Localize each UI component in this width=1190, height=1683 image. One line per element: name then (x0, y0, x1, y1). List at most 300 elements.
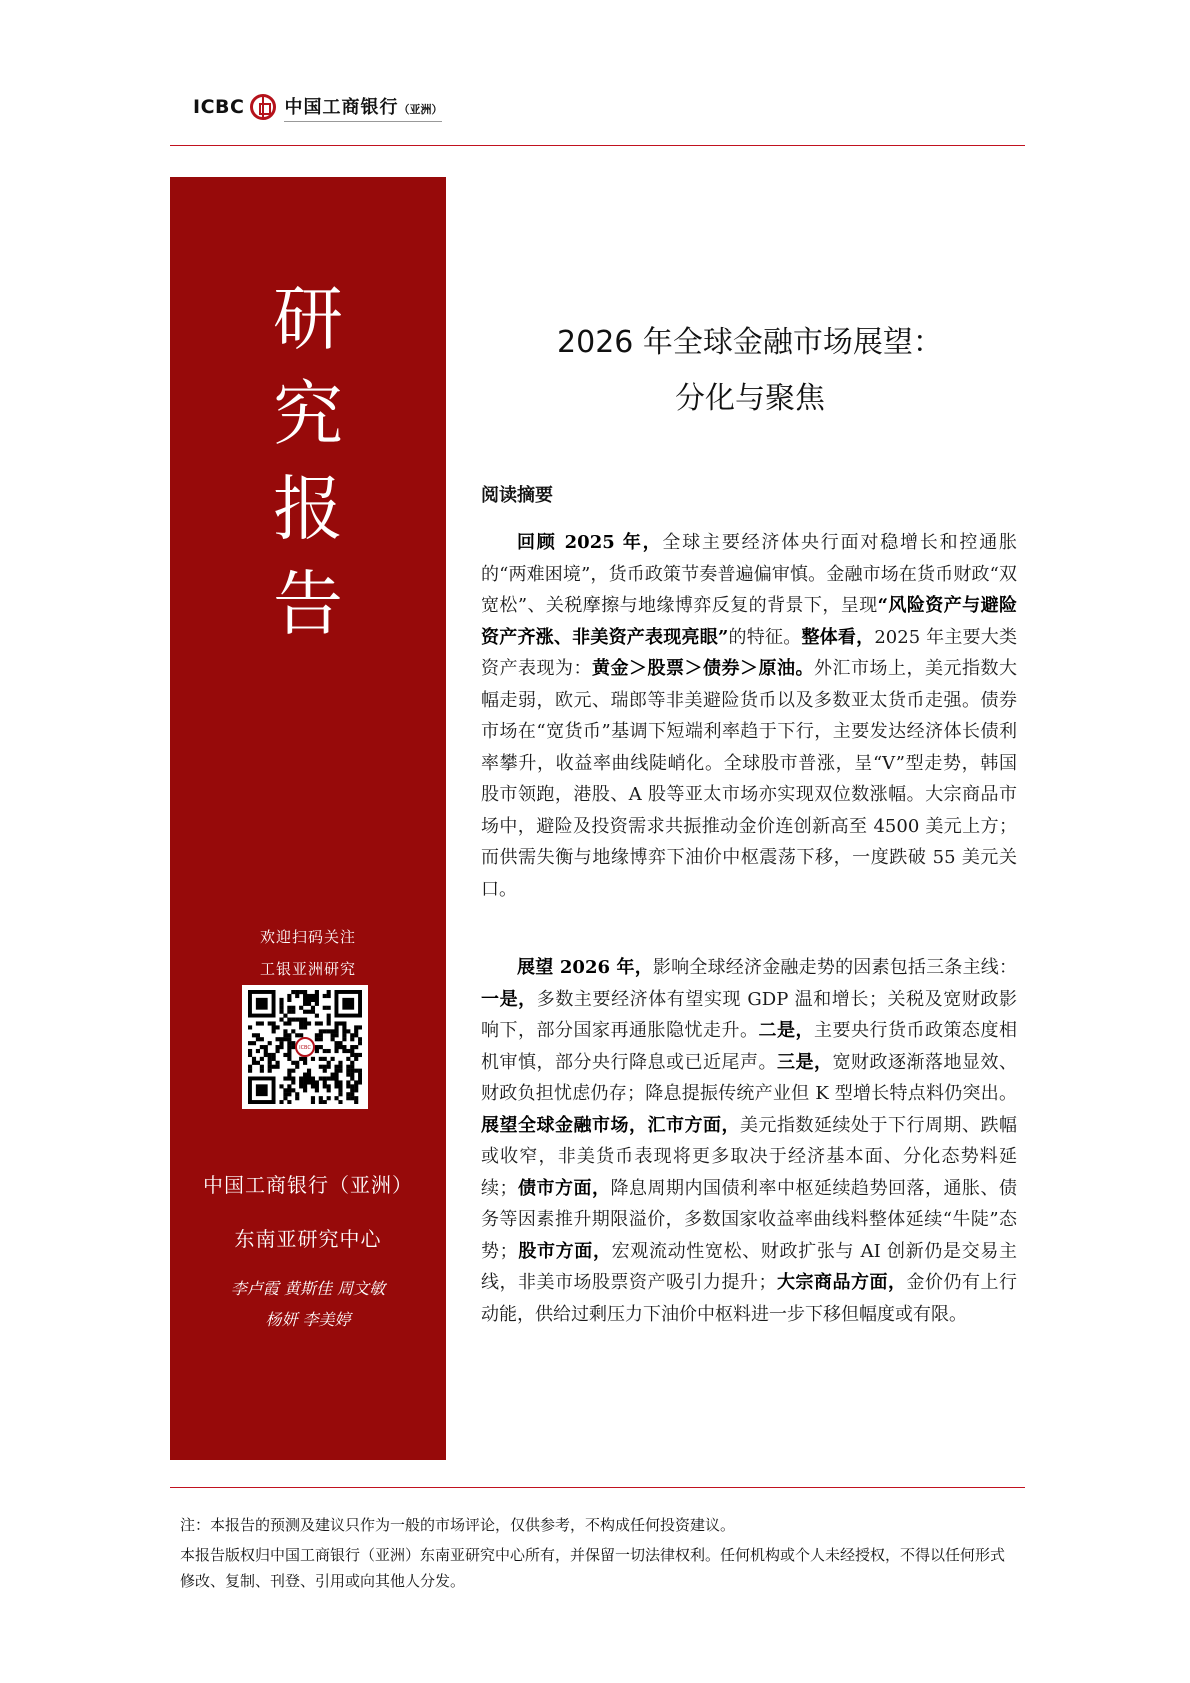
report-title (490, 315, 1010, 427)
qr-module (350, 1096, 354, 1100)
qr-module (256, 1037, 260, 1041)
report-type-char: 报 (273, 468, 343, 550)
qr-module (334, 1065, 338, 1069)
scan-line-1: 欢迎扫码关注 (259, 928, 356, 946)
emphasis-text: 一是， (481, 988, 537, 1010)
qr-module (268, 1061, 272, 1065)
qr-module (327, 1088, 331, 1092)
qr-module (354, 1096, 358, 1100)
qr-module (358, 1080, 362, 1084)
qr-module (338, 1041, 342, 1045)
qr-module (323, 1076, 327, 1080)
qr-module (268, 1057, 272, 1061)
qr-module (338, 1045, 342, 1049)
qr-module (354, 1080, 358, 1084)
qr-module (279, 998, 283, 1002)
qr-module (323, 1057, 327, 1061)
header-divider (170, 145, 1025, 146)
abstract-paragraph-outlook (481, 952, 1017, 1330)
qr-module (287, 1049, 291, 1053)
qr-module (276, 1045, 280, 1049)
qr-module (346, 1073, 350, 1077)
qr-module (319, 1057, 323, 1061)
qr-module (354, 1045, 358, 1049)
qr-module (327, 1076, 331, 1080)
qr-module (331, 1057, 335, 1061)
qr-module (287, 1084, 291, 1088)
qr-module (327, 1084, 331, 1088)
qr-module (279, 1002, 283, 1006)
qr-module (295, 1033, 299, 1037)
qr-module (358, 1025, 362, 1029)
bank-logo (193, 92, 442, 122)
qr-module (287, 1021, 291, 1025)
qr-module (315, 1080, 319, 1084)
qr-module (268, 1041, 272, 1045)
qr-module (334, 1096, 338, 1100)
qr-module (283, 1092, 287, 1096)
qr-module (315, 1037, 319, 1041)
qr-module (315, 1088, 319, 1092)
qr-module (279, 1041, 283, 1045)
qr-module (331, 1037, 335, 1041)
qr-module (268, 1053, 272, 1057)
body-text: 宏观流动性宽松、财政扩张与 AI 创新仍是交易主线，非美市场股票资产吸引力提升； (481, 1240, 1018, 1293)
qr-module (272, 1053, 276, 1057)
qr-module (276, 1065, 280, 1069)
qr-module (268, 1021, 272, 1025)
authors (170, 1273, 446, 1335)
qr-module (327, 1049, 331, 1053)
qr-module (331, 1029, 335, 1033)
qr-module (287, 1069, 291, 1073)
qr-module (291, 1006, 295, 1010)
qr-module (303, 1010, 307, 1014)
qr-module (287, 994, 291, 998)
qr-module (311, 1096, 315, 1100)
qr-module (256, 1049, 260, 1053)
qr-module (272, 1029, 276, 1033)
qr-module (342, 1049, 346, 1053)
qr-module (287, 998, 291, 1002)
qr-module (291, 990, 295, 994)
qr-module (299, 1080, 303, 1084)
report-type-char: 研 (273, 278, 343, 360)
qr-module (279, 1084, 283, 1088)
qr-module (338, 1061, 342, 1065)
qr-module (283, 1037, 287, 1041)
qr-module (299, 1021, 303, 1025)
qr-module (287, 1018, 291, 1022)
qr-center-label: ICBC (299, 1045, 311, 1051)
qr-module (323, 994, 327, 998)
qr-module (264, 1053, 268, 1057)
qr-module (331, 1073, 335, 1077)
body-text: 2025 年主要大类资产表现为： (481, 626, 1018, 679)
qr-module (323, 1065, 327, 1069)
qr-module (299, 1084, 303, 1088)
body-text: 多数主要经济体有望实现 GDP 温和增长；关税及宽财政影响下，部分国家再通胀隐忧走升。 (481, 988, 1018, 1041)
qr-module (299, 1033, 303, 1037)
qr-module (283, 1088, 287, 1092)
qr-module (358, 1037, 362, 1041)
emphasis-text: 股市方面， (517, 1240, 612, 1262)
qr-module (338, 1069, 342, 1073)
qr-module (331, 1033, 335, 1037)
qr-module (279, 1037, 283, 1041)
qr-module (334, 1076, 338, 1080)
body-text: 金价仍有上行动能，供给过剩压力下油价中枢料进一步下移但幅度或有限。 (481, 1272, 1017, 1325)
qr-module (260, 1057, 264, 1061)
qr-module (283, 1096, 287, 1100)
qr-module (283, 1021, 287, 1025)
qr-module (252, 1057, 256, 1061)
qr-module (307, 1069, 311, 1073)
qr-module (350, 1076, 354, 1080)
qr-module (272, 1021, 276, 1025)
qr-module (279, 1100, 283, 1104)
qr-module (256, 1021, 260, 1025)
qr-module (334, 1025, 338, 1029)
qr-module (303, 1002, 307, 1006)
qr-module (303, 1080, 307, 1084)
qr-module (342, 1021, 346, 1025)
qr-module (311, 998, 315, 1002)
authors-line-1: 李卢霞 黄斯佳 周文敏 (230, 1279, 386, 1298)
qr-module (346, 1092, 350, 1096)
qr-module (291, 1069, 295, 1073)
qr-module (327, 994, 331, 998)
qr-module (315, 990, 319, 994)
qr-module (303, 1025, 307, 1029)
qr-module (342, 1025, 346, 1029)
qr-module (260, 1037, 264, 1041)
qr-module (346, 1096, 350, 1100)
qr-module (303, 1088, 307, 1092)
qr-module (334, 1021, 338, 1025)
logo-cn-name: 中国工商银行 (284, 96, 399, 118)
emphasis-text: 回顾 2025 年， (517, 532, 663, 553)
qr-module (319, 1037, 323, 1041)
qr-module (287, 1073, 291, 1077)
qr-module (327, 1096, 331, 1100)
qr-module (303, 1021, 307, 1025)
body-text: 主要央行货币政策态度相机审慎，部分央行降息或已近尾声。 (481, 1020, 1017, 1073)
qr-module (358, 1076, 362, 1080)
qr-module (354, 1069, 358, 1073)
qr-module (283, 1014, 287, 1018)
qr-module (295, 1061, 299, 1065)
qr-module (256, 1061, 260, 1065)
emphasis-text: 展望 2026 年， (517, 957, 653, 978)
qr-module (303, 1084, 307, 1088)
qr-module (338, 1088, 342, 1092)
qr-module (295, 1018, 299, 1022)
qr-module (307, 1002, 311, 1006)
qr-module (350, 1049, 354, 1053)
report-title-line-2: 分化与聚焦 (675, 381, 825, 416)
qr-module (327, 1018, 331, 1022)
qr-module (291, 1045, 295, 1049)
qr-module (323, 1049, 327, 1053)
qr-module (307, 1021, 311, 1025)
qr-module (295, 1065, 299, 1069)
qr-module (323, 1084, 327, 1088)
report-type-title (170, 272, 446, 652)
qr-module (303, 1061, 307, 1065)
qr-module (279, 1006, 283, 1010)
qr-module (334, 1041, 338, 1045)
qr-module (276, 1049, 280, 1053)
qr-module (260, 1069, 264, 1073)
qr-module (279, 1018, 283, 1022)
qr-module (252, 1061, 256, 1065)
qr-module (248, 1041, 252, 1045)
body-text: 宽财政逐渐落地显效、财政负担忧虑仍存；降息提振传统产业但 K 型增长特点料仍突出。 (481, 1051, 1017, 1104)
qr-module (307, 1073, 311, 1077)
qr-module (303, 1018, 307, 1022)
emphasis-text: 债市方面， (517, 1177, 611, 1199)
qr-module (303, 998, 307, 1002)
qr-module (307, 998, 311, 1002)
qr-module (354, 1029, 358, 1033)
report-title-line-1: 2026 年全球金融市场展望： (557, 325, 943, 360)
qr-module (291, 1010, 295, 1014)
qr-module (315, 994, 319, 998)
body-text: 外汇市场上，美元指数大幅走弱，欧元、瑞郎等非美避险货币以及多数亚太货币走强。债券市场在“宽货币”基调下短端利率趋于下行，主要发达经济体长债利率攀升，收益率曲线陡峭化。全球股市普涨，呈“V”型走势，韩国股市领跑，港股、A 股等亚太市场亦实现双位数涨幅。大宗商品市场中，避险及投资需求共振推动金价连创新高至 4500 美元上方；而供需失衡与地缘博弈下油价中枢震荡下移，一度跌破 55 美元关口。 (481, 658, 1017, 900)
qr-module (354, 1100, 358, 1104)
qr-module (311, 1084, 315, 1088)
qr-module (342, 1029, 346, 1033)
qr-module (299, 1076, 303, 1080)
qr-module (358, 1053, 362, 1057)
qr-module (319, 1076, 323, 1080)
qr-module (307, 1080, 311, 1084)
qr-module (295, 990, 299, 994)
qr-module (248, 1053, 252, 1057)
qr-module (303, 1073, 307, 1077)
qr-module (248, 1069, 252, 1073)
qr-module (346, 1080, 350, 1084)
qr-module (346, 1084, 350, 1088)
icbc-emblem-icon (250, 94, 276, 120)
scan-prompt (170, 921, 446, 985)
qr-module (283, 1053, 287, 1057)
qr-module (272, 1025, 276, 1029)
qr-module (248, 1025, 252, 1029)
qr-module (299, 1057, 303, 1061)
qr-module (315, 998, 319, 1002)
qr-module (358, 1041, 362, 1045)
qr-module (319, 1100, 323, 1104)
emphasis-text: “风险资产与避险资产齐涨、非美资产表现亮眼” (481, 595, 1017, 648)
qr-module (307, 994, 311, 998)
qr-module (303, 1076, 307, 1080)
sidebar-panel (170, 177, 446, 1460)
qr-module (334, 1073, 338, 1077)
qr-module (354, 1053, 358, 1057)
qr-module (303, 1057, 307, 1061)
qr-finder-inner (256, 1084, 268, 1096)
qr-module (350, 1069, 354, 1073)
qr-module (315, 1021, 319, 1025)
qr-module (287, 1076, 291, 1080)
qr-module (287, 1041, 291, 1045)
logo-icbc-text: ICBC (193, 96, 245, 118)
qr-module (350, 1073, 354, 1077)
qr-module (295, 994, 299, 998)
qr-module (327, 1006, 331, 1010)
qr-module (350, 1061, 354, 1065)
qr-module (291, 1018, 295, 1022)
qr-module (346, 1049, 350, 1053)
qr-module (279, 1045, 283, 1049)
qr-module (327, 1014, 331, 1018)
qr-module (311, 1010, 315, 1014)
qr-module (327, 990, 331, 994)
qr-module (334, 1045, 338, 1049)
qr-module (283, 1029, 287, 1033)
qr-module (287, 1033, 291, 1037)
body-text: 降息周期内国债利率中枢延续趋势回落，通胀、债务等因素推升期限溢价，多数国家收益率曲线料整体延续“牛陡”态势； (481, 1177, 1017, 1262)
qr-module (287, 1037, 291, 1041)
logo-region: （亚洲） (398, 102, 443, 116)
qr-module (319, 1065, 323, 1069)
report-type-char: 究 (273, 373, 343, 455)
qr-module (354, 1033, 358, 1037)
qr-module (342, 1033, 346, 1037)
qr-module (354, 1025, 358, 1029)
qr-module (252, 1033, 256, 1037)
qr-module (291, 1088, 295, 1092)
qr-code-icon (248, 990, 362, 1104)
qr-module (338, 1100, 342, 1104)
qr-module (272, 1057, 276, 1061)
organization-name: 中国工商银行（亚洲） (203, 1173, 413, 1197)
qr-module (315, 1084, 319, 1088)
qr-module (287, 1057, 291, 1061)
qr-module (346, 1057, 350, 1061)
qr-module (354, 1088, 358, 1092)
qr-module (323, 1080, 327, 1084)
qr-code[interactable] (242, 985, 368, 1109)
disclaimer-note: 注：本报告的预测及建议只作为一般的市场评论，仅供参考，不构成任何投资建议。 (180, 1516, 736, 1534)
qr-module (303, 994, 307, 998)
report-type-char: 告 (273, 563, 343, 645)
qr-module (338, 1092, 342, 1096)
qr-module (311, 994, 315, 998)
qr-module (315, 1049, 319, 1053)
qr-module (327, 1029, 331, 1033)
research-center-name: 东南亚研究中心 (234, 1227, 382, 1251)
qr-module (287, 1006, 291, 1010)
qr-module (299, 1018, 303, 1022)
qr-module (276, 1037, 280, 1041)
qr-module (307, 1010, 311, 1014)
qr-module (338, 1080, 342, 1084)
qr-module (338, 1084, 342, 1088)
qr-module (350, 1065, 354, 1069)
qr-module (327, 1065, 331, 1069)
qr-module (346, 1069, 350, 1073)
body-text: 影响全球经济金融走势的因素包括三条主线： (652, 957, 1017, 978)
qr-module (311, 1100, 315, 1104)
qr-module (287, 1045, 291, 1049)
qr-module (319, 1045, 323, 1049)
copyright-note: 本报告版权归中国工商银行（亚洲）东南亚研究中心所有，并保留一切法律权利。任何机构或个人未经授权，不得以任何形式修改、复制、刊登、引用或向其他人分发。 (180, 1546, 1006, 1590)
qr-module (260, 1045, 264, 1049)
emphasis-text: 黄金＞股票＞债券＞原油。 (592, 658, 814, 679)
qr-module (350, 1053, 354, 1057)
qr-finder-inner (256, 998, 268, 1010)
qr-module (331, 1076, 335, 1080)
qr-module (334, 1084, 338, 1088)
qr-module (279, 1010, 283, 1014)
qr-module (311, 1080, 315, 1084)
qr-module (319, 1096, 323, 1100)
qr-module (350, 1084, 354, 1088)
qr-module (283, 1076, 287, 1080)
qr-module (334, 1080, 338, 1084)
abstract-paragraph-review (481, 527, 1017, 905)
qr-module (252, 1041, 256, 1045)
qr-module (276, 1061, 280, 1065)
qr-module (268, 1069, 272, 1073)
qr-module (291, 1041, 295, 1045)
qr-module (319, 1033, 323, 1037)
emphasis-text: 整体看， (801, 626, 875, 648)
qr-module (311, 1006, 315, 1010)
qr-module (268, 1065, 272, 1069)
qr-module (260, 1021, 264, 1025)
qr-module (338, 1065, 342, 1069)
qr-module (283, 1033, 287, 1037)
qr-module (299, 990, 303, 994)
qr-module (276, 1025, 280, 1029)
qr-module (248, 1049, 252, 1053)
qr-module (315, 1045, 319, 1049)
qr-module (256, 1033, 260, 1037)
qr-module (354, 1084, 358, 1088)
qr-module (346, 1065, 350, 1069)
qr-module (346, 1029, 350, 1033)
authors-line-2: 杨妍 李美婷 (265, 1310, 351, 1329)
qr-module (350, 1088, 354, 1092)
qr-module (315, 1033, 319, 1037)
qr-module (311, 1076, 315, 1080)
qr-module (299, 1006, 303, 1010)
qr-module (315, 1002, 319, 1006)
qr-module (334, 1069, 338, 1073)
qr-module (287, 1053, 291, 1057)
qr-module (342, 1045, 346, 1049)
qr-module (327, 1061, 331, 1065)
qr-module (287, 1010, 291, 1014)
qr-module (319, 1021, 323, 1025)
logo-chinese-name (284, 93, 442, 122)
body-text: 全球主要经济体央行面对稳增长和控通胀的“两难困境”，货币政策节奏普遍偏审慎。金融市场在货币财政“双宽松”、关税摩擦与地缘博弈反复的背景下，呈现 (481, 532, 1017, 616)
qr-module (295, 1096, 299, 1100)
emphasis-text: 二是， (758, 1020, 814, 1041)
qr-module (350, 1033, 354, 1037)
qr-module (358, 1073, 362, 1077)
qr-module (350, 1037, 354, 1041)
qr-module (264, 1045, 268, 1049)
emphasis-text: 大宗商品方面， (776, 1272, 907, 1293)
qr-module (350, 1045, 354, 1049)
qr-module (334, 1049, 338, 1053)
qr-module (291, 1061, 295, 1065)
